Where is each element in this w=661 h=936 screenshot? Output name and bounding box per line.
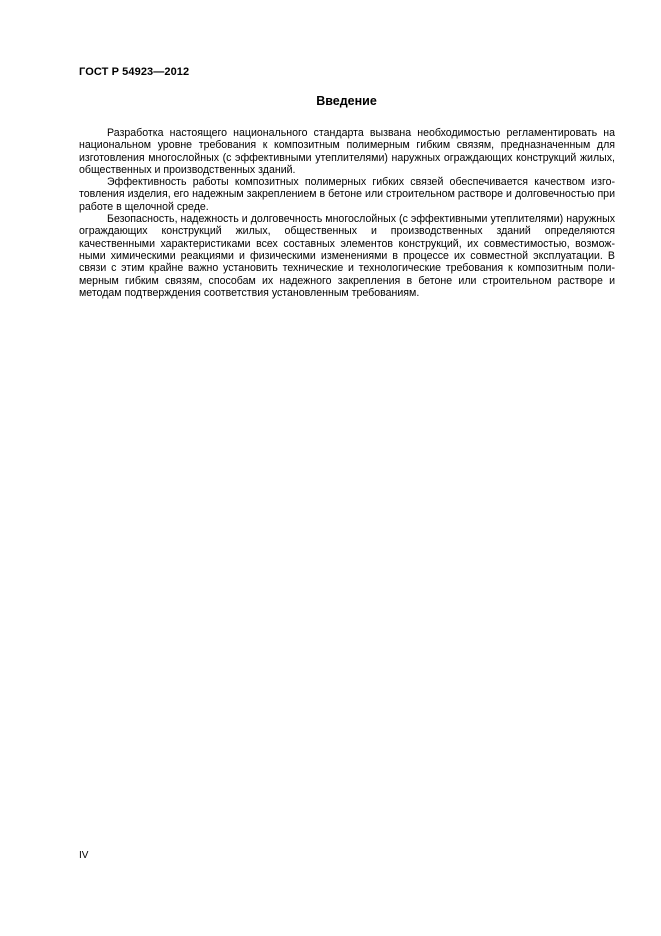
- introduction-body: [79, 127, 615, 299]
- document-code: ГОСТ Р 54923—2012: [79, 66, 190, 78]
- paragraph-1: Разработка настоящего национального стандарта вызвана необходимостью регламентировать на национальном уровне требования к композитным полимерным гибким связям, предназначенным для изготовления многослойных (с эффективными утеплителями) наружных ограждающих конструкций жилых, общественных и производственных зданий.: [79, 127, 615, 176]
- paragraph-2: Эффективность работы композитных полимерных гибких связей обеспечивается качеством изготовления изделия, его надежным закреплением в бетоне или строительном растворе и долговечностью при работе в щелочной среде.: [79, 176, 615, 213]
- page-number: IV: [79, 850, 89, 861]
- section-title: Введение: [316, 94, 377, 108]
- paragraph-3: Безопасность, надежность и долговечность многослойных (с эффективными утеплителями) наружных ограждающих конструкций жилых, общественных и производственных зданий определяются качественными характеристиками всех составных элементов конструкций, их совместимостью, возможными химическими реакциями и физическими изменениями в процессе их совместной эксплуатации. В связи с этим крайне важно установить технические и технологические требования к композитным полимерным гибким связям, способам их надежного закрепления в бетоне или строительном растворе и методам подтверждения соответствия установленным требованиям.: [79, 213, 615, 299]
